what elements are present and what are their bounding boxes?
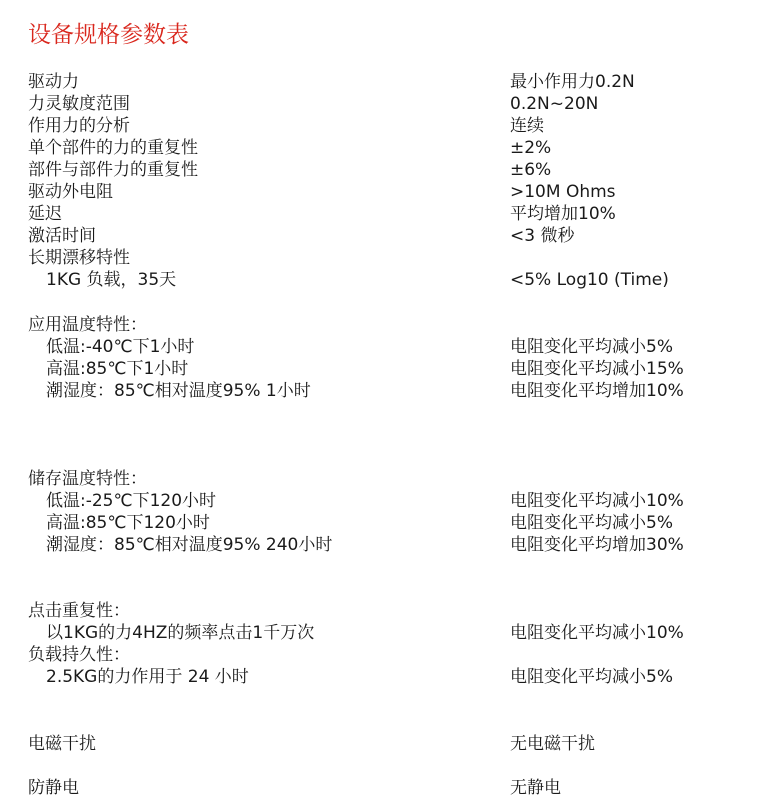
spec-section-label: 储存温度特性： — [28, 469, 147, 489]
spec-row-label: 单个部件的力的重复性 — [28, 138, 198, 158]
spec-row-label: 作用力的分析 — [28, 116, 130, 136]
spec-row-value: 电阻变化平均减小5% — [510, 337, 673, 357]
spec-row-label: 潮湿度：85℃相对温度95% 1小时 — [46, 381, 311, 401]
spec-row-value: 电阻变化平均减小5% — [510, 513, 673, 533]
spec-section-label: 应用温度特性： — [28, 315, 147, 335]
spec-row-value: 电阻变化平均减小10% — [510, 623, 684, 643]
spec-row-label: 驱动外电阻 — [28, 182, 113, 202]
spec-row-label: 低温:-25℃下120小时 — [46, 491, 217, 511]
spec-row-value: <3 微秒 — [510, 226, 575, 246]
spec-row-label: 防静电 — [28, 778, 79, 798]
spec-row-label: 激活时间 — [28, 226, 96, 246]
spec-section-label: 点击重复性： — [28, 601, 130, 621]
spec-row-value: 0.2N~20N — [510, 94, 599, 114]
spec-row-label: 驱动力 — [28, 72, 79, 92]
spec-row-label: 高温:85℃下120小时 — [46, 513, 210, 533]
page-title: 设备规格参数表 — [28, 22, 189, 48]
spec-row-label: 电磁干扰 — [28, 734, 96, 754]
spec-row-label: 延迟 — [28, 204, 62, 224]
spec-row-label: 低温:-40℃下1小时 — [46, 337, 195, 357]
spec-row-value: ±2% — [510, 138, 552, 158]
spec-row-value: <5% Log10 (Time) — [510, 270, 669, 290]
spec-row-value: 电阻变化平均增加30% — [510, 535, 684, 555]
spec-row-value: 无静电 — [510, 778, 561, 798]
spec-row-value: 电阻变化平均减小15% — [510, 359, 684, 379]
spec-row-label: 1KG 负载，35天 — [46, 270, 177, 290]
spec-row-value: 平均增加10% — [510, 204, 616, 224]
spec-row-value: 连续 — [510, 116, 544, 136]
spec-row-label: 2.5KG的力作用于 24 小时 — [46, 667, 249, 687]
spec-row-value: 电阻变化平均增加10% — [510, 381, 684, 401]
spec-row-label: 以1KG的力4HZ的频率点击1千万次 — [46, 623, 315, 643]
spec-row-label: 潮湿度：85℃相对温度95% 240小时 — [46, 535, 333, 555]
spec-section-label: 负载持久性： — [28, 645, 130, 665]
spec-row-label: 部件与部件力的重复性 — [28, 160, 198, 180]
spec-row-label: 力灵敏度范围 — [28, 94, 130, 114]
spec-row-value: 电阻变化平均减小10% — [510, 491, 684, 511]
spec-row-value: ±6% — [510, 160, 552, 180]
spec-row-value: 最小作用力0.2N — [510, 72, 635, 92]
spec-section-label: 长期漂移特性 — [28, 248, 130, 268]
spec-row-value: >10M Ohms — [510, 182, 616, 202]
spec-row-label: 高温:85℃下1小时 — [46, 359, 189, 379]
spec-row-value: 无电磁干扰 — [510, 734, 595, 754]
spec-row-value: 电阻变化平均减小5% — [510, 667, 673, 687]
